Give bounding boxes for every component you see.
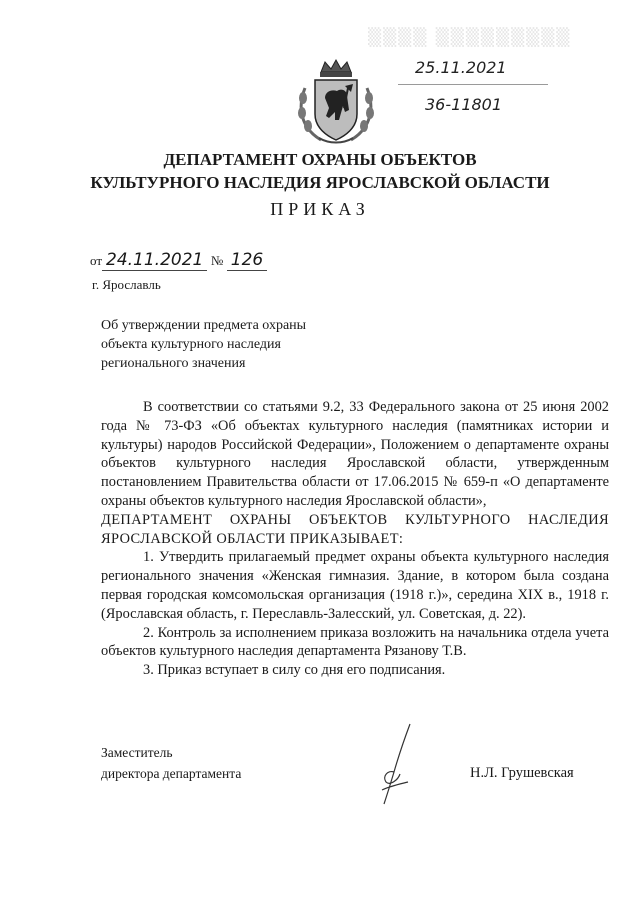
registration-number: 36-11801 (425, 95, 503, 114)
document-type-title: ПРИКАЗ (270, 199, 370, 219)
department-line-1: ДЕПАРТАМЕНТ ОХРАНЫ ОБЪЕКТОВ (163, 150, 477, 169)
subject-line-2: объекта культурного наследия (101, 337, 281, 352)
faint-stamp-mark: ▒▒▒▒ ▒▒▒▒▒▒▒▒▒ (368, 28, 572, 48)
department-line-2: КУЛЬТУРНОГО НАСЛЕДИЯ ЯРОСЛАВСКОЙ ОБЛАСТИ (90, 173, 550, 192)
subject-line-3: регионального значения (101, 356, 246, 371)
preamble-paragraph: В соответствии со статьями 9.2, 33 Федерального закона от 25 июня 2002 года № 73-ФЗ «Об объектах культурного наследия (памятниках истории и культуры) народов Российской Федерации», Положением о департаменте охраны объектов культурного наследия Ярославской области, утвержденным постановлением Правительства области от 17.06.2015 № 659-п «О департаменте охраны объектов культурного наследия Ярославской области», (101, 399, 609, 509)
signatory-title-line-2: директора департамента (101, 766, 242, 781)
order-body (101, 398, 609, 680)
signatory-title-line-1: Заместитель (101, 745, 173, 760)
handwritten-signature (364, 720, 444, 815)
order-date: 24.11.2021 (102, 250, 207, 271)
order-item-2: 2. Контроль за исполнением приказа возложить на начальника отдела учета объектов культурного наследия департамента Рязанову Т.В. (101, 624, 609, 660)
order-subject (101, 316, 401, 373)
order-date-number-row (90, 250, 267, 276)
signatory-name: Н.Л. Грушевская (470, 765, 574, 781)
orders-statement: ДЕПАРТАМЕНТ ОХРАНЫ ОБЪЕКТОВ КУЛЬТУРНОГО НАСЛЕДИЯ ЯРОСЛАВСКОЙ ОБЛАСТИ ПРИКАЗЫВАЕТ: (101, 511, 609, 547)
department-header (0, 148, 640, 194)
order-item-1: 1. Утвердить прилагаемый предмет охраны объекта культурного наследия регионального значения «Женская гимназия. Здание, в котором была создана первая городская комсомольская организация (1918 г.)», середина XIX в., 1918 г. (Ярославская область, г. Переславль-Залесский, ул. Советская, д. 22). (101, 549, 609, 622)
coat-of-arms-emblem (291, 58, 381, 146)
city-label: г. Ярославль (92, 277, 161, 292)
registration-date: 25.11.2021 (415, 58, 507, 77)
signatory-title (101, 742, 241, 784)
number-prefix: № (210, 253, 224, 268)
order-item-3: 3. Приказ вступает в силу со дня его подписания. (143, 662, 446, 679)
date-prefix: от (90, 253, 103, 268)
order-number: 126 (227, 250, 267, 271)
registration-divider (398, 84, 548, 85)
subject-line-1: Об утверждении предмета охраны (101, 318, 307, 333)
